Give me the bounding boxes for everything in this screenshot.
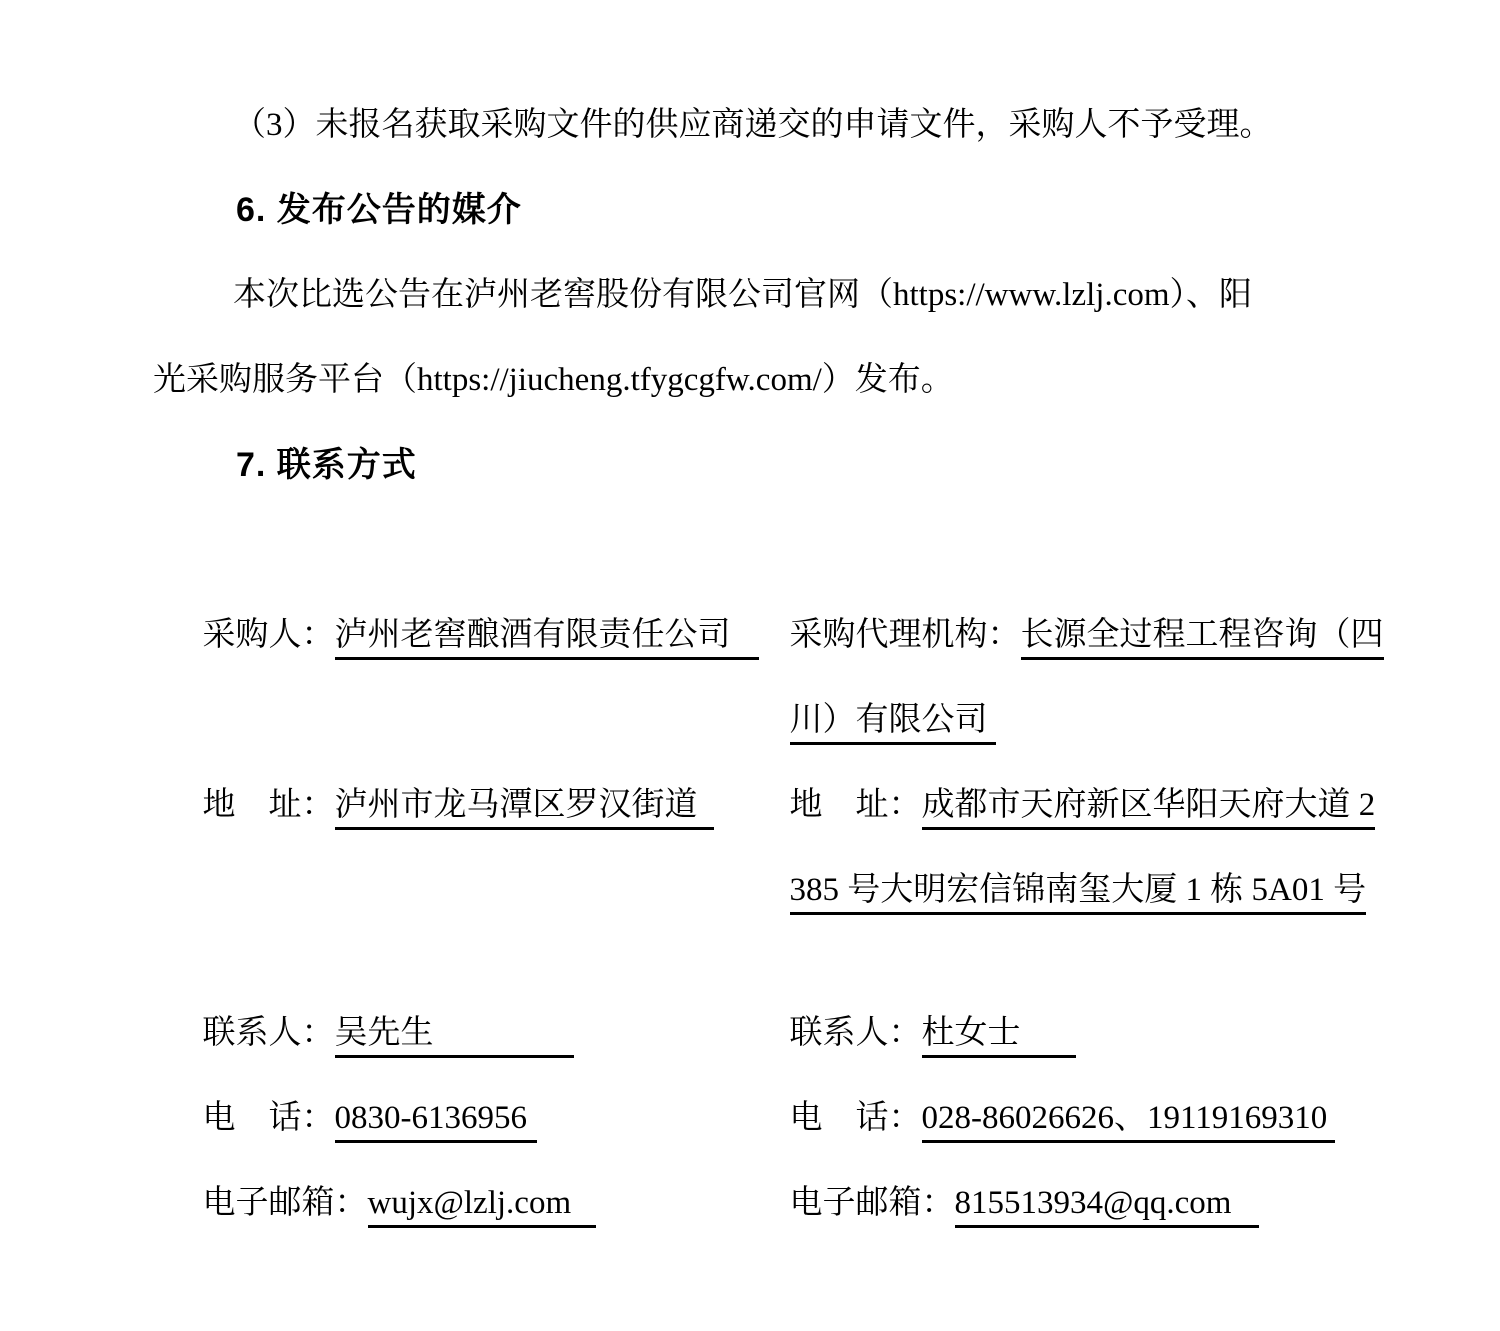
agency-address-value-line-1: 成都市天府新区华阳天府大道 2 [922, 787, 1376, 830]
contact-row-organization-wrap [153, 593, 1500, 738]
buyer-email-line [153, 1076, 740, 1221]
agency-address-value-line-2: 385 号大明宏信锦南玺大厦 1 栋 5A01 号 [790, 872, 1367, 915]
empty-cell [153, 593, 740, 678]
buyer-line [153, 508, 740, 653]
buyer-address-line [153, 678, 740, 823]
section-6-heading: 6. 发布公告的媒介 [236, 191, 522, 229]
buyer-value: 泸州老窖酿酒有限责任公司 [335, 617, 759, 660]
agency-contact-label: 联系人： [789, 1015, 922, 1051]
contact-row-organization [153, 508, 1500, 653]
buyer-contact-value: 吴先生 [335, 1015, 574, 1058]
buyer-address-value: 泸州市龙马潭区罗汉街道 [335, 787, 714, 830]
agency-value-line-2: 川）有限公司 [790, 702, 996, 745]
agency-email-label: 电子邮箱： [789, 1185, 955, 1221]
buyer-phone-value: 0830-6136956 [335, 1100, 538, 1143]
agency-address-line-2 [740, 763, 1500, 908]
buyer-phone-line [153, 991, 740, 1136]
section-6-paragraph-line-2: 光采购服务平台（https://jiucheng.tfygcgfw.com/）发布。 [153, 362, 954, 398]
agency-email-line [740, 1076, 1500, 1221]
agency-email-value: 815513934@qq.com [955, 1185, 1260, 1228]
contact-row-person [153, 906, 1500, 1051]
agency-line-1 [740, 508, 1500, 653]
buyer-email-label: 电子邮箱： [202, 1185, 368, 1221]
buyer-contact-line [153, 906, 740, 1051]
contact-row-email [153, 1076, 1500, 1221]
empty-cell [153, 763, 740, 848]
contact-row-phone [153, 991, 1500, 1136]
agency-phone-value: 028-86026626、19119169310 [922, 1100, 1336, 1143]
contact-row-address [153, 678, 1500, 823]
agency-value-line-1: 长源全过程工程咨询（四 [1021, 617, 1384, 660]
buyer-phone-label: 电 话： [202, 1100, 335, 1136]
buyer-contact-label: 联系人： [202, 1015, 335, 1051]
agency-contact-value: 杜女士 [922, 1015, 1076, 1058]
clause-item-3: （3）未报名获取采购文件的供应商递交的申请文件，采购人不予受理。 [233, 107, 1273, 143]
agency-address-label: 地 址： [789, 787, 922, 823]
agency-contact-line [740, 906, 1500, 1051]
contact-row-address-wrap [153, 763, 1500, 908]
section-6-paragraph-line-1: 本次比选公告在泸州老窖股份有限公司官网（https://www.lzlj.com）、阳 [233, 277, 1253, 313]
agency-phone-line [740, 991, 1500, 1136]
buyer-address-label: 地 址： [202, 787, 335, 823]
buyer-email-value: wujx@lzlj.com [368, 1185, 597, 1228]
agency-line-2 [740, 593, 1500, 738]
agency-label: 采购代理机构： [789, 617, 1021, 653]
section-7-heading: 7. 联系方式 [236, 446, 417, 484]
buyer-label: 采购人： [202, 617, 335, 653]
agency-address-line-1 [740, 678, 1500, 823]
agency-phone-label: 电 话： [789, 1100, 922, 1136]
